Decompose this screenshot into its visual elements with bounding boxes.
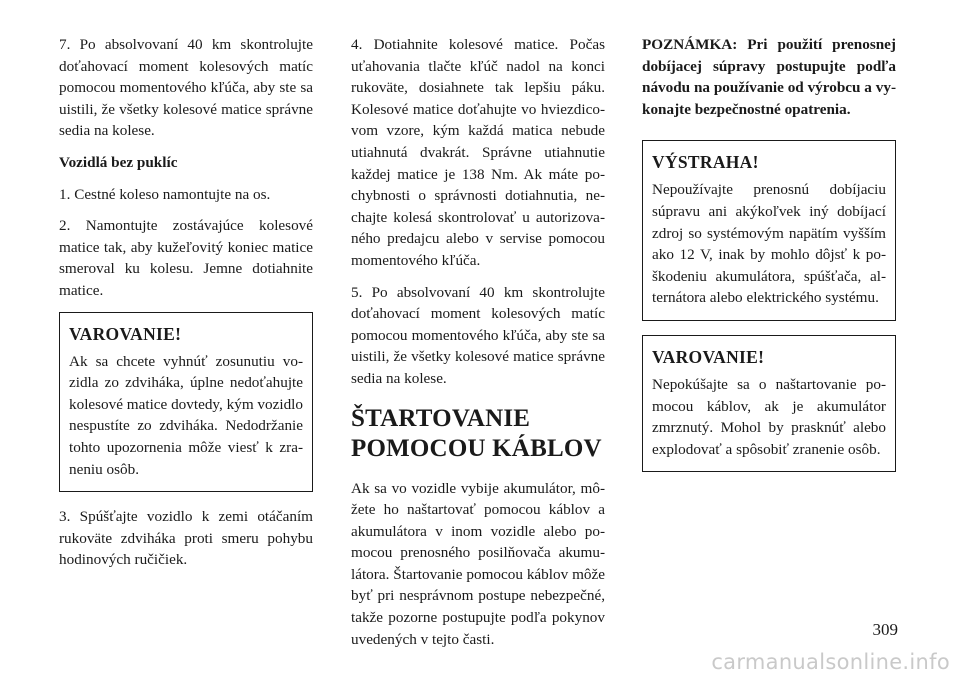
paragraph-step-5: 5. Po absolvovaní 40 km skontrolujte doťahovací moment kolesových matíc pomocou momentového kľúča, aby ste sa uistili, že všetky kolesové matice správne sedia na kolese. — [351, 283, 605, 387]
warning-box-text: Ak sa chcete vyhnúť zosunutiu vozidla zo zdviháka, úplne nedoťahujte kolesové matice dovtedy, kým vozidlo nespustíte zo zdviháka. Nedodržanie tohto upozornenia môže viesť k zraneniu osôb. — [69, 352, 303, 478]
note-paragraph: POZNÁMKA: Pri použití prenosnej dobíjacej súpravy postupujte podľa návodu na používanie od výrobcu a vykonajte bezpečnostné opatrenia. — [642, 36, 896, 118]
warning-box-frozen-battery — [642, 335, 896, 472]
paragraph-step-7: 7. Po absolvovaní 40 km skontrolujte doťahovací moment kolesových matíc pomocou momentového kľúča, aby ste sa uistili, že všetky kolesové matice správne sedia na kolese. — [59, 36, 313, 140]
column-middle — [351, 34, 605, 660]
column-right — [642, 34, 896, 486]
watermark: carmanualsonline.info — [711, 650, 950, 674]
warning-box — [59, 312, 313, 493]
paragraph-step-4: 4. Dotiahnite kolesové matice. Počas uťahovania tlačte kľúč nadol na konci rukoväte, dosiahnete tak lepšiu páku. Kolesové matice doťahujte vo hviezdicovom vzore, kým každá matica nebude utiahnutá dvakrát. Správne utiahnutie každej matice je 138 Nm. Ak máte pochybnosti o správnosti dotiahnutia, nechajte kolesá skontrolovať u autorizovaného predajcu alebo v servise pomocou momentového kľúča. — [351, 36, 605, 269]
section-title — [351, 404, 605, 464]
section-title-line-2: POMOCOU KÁBLOV — [351, 434, 602, 462]
warning-box-frozen-title: VAROVANIE! — [652, 346, 765, 367]
caution-box-text: Nepoužívajte prenosnú dobíjaciu súpravu ani akýkoľvek iný dobíjací zdroj so systémovým napätím vyšším ako 12 V, inak by mohlo dôjsť k poškodeniu akumulátora, spúšťača, alternátora alebo elektrického systému. — [652, 181, 886, 307]
warning-box-title: VAROVANIE! — [69, 323, 182, 344]
caution-box — [642, 140, 896, 321]
column-left — [59, 34, 313, 581]
paragraph-step-3: 3. Spúšťajte vozidlo k zemi otáčaním rukoväte zdviháka proti smeru pohybu hodinových ručičiek. — [59, 508, 313, 569]
paragraph-jump-start-intro: Ak sa vo vozidle vybije akumulátor, môžete ho naštartovať pomocou káblov a akumulátora v inom vozidle alebo pomocou prenosného posilňovača akumulátora. Štartovanie pomocou káblov môže byť pri nesprávnom postupe nebezpečné, takže pozorne postupujte podľa pokynov uvedených v tejto časti. — [351, 479, 605, 648]
page-number: 309 — [872, 620, 898, 639]
subheading-no-hubcaps: Vozidlá bez puklíc — [59, 153, 178, 171]
section-title-line-1: ŠTARTOVANIE — [351, 404, 531, 432]
warning-box-frozen-text: Nepokúšajte sa o naštartovanie pomocou káblov, ak je akumulátor zmrznutý. Mohol by prasknúť alebo explodovať a spôsobiť zranenie osôb. — [652, 375, 886, 458]
paragraph-step-1: 1. Cestné koleso namontujte na os. — [59, 185, 271, 203]
paragraph-step-2: 2. Namontujte zostávajúce kolesové matice tak, aby kužeľovitý koniec matice smeroval ku kolesu. Jemne dotiahnite matice. — [59, 217, 313, 299]
caution-box-title: VÝSTRAHA! — [652, 152, 759, 173]
